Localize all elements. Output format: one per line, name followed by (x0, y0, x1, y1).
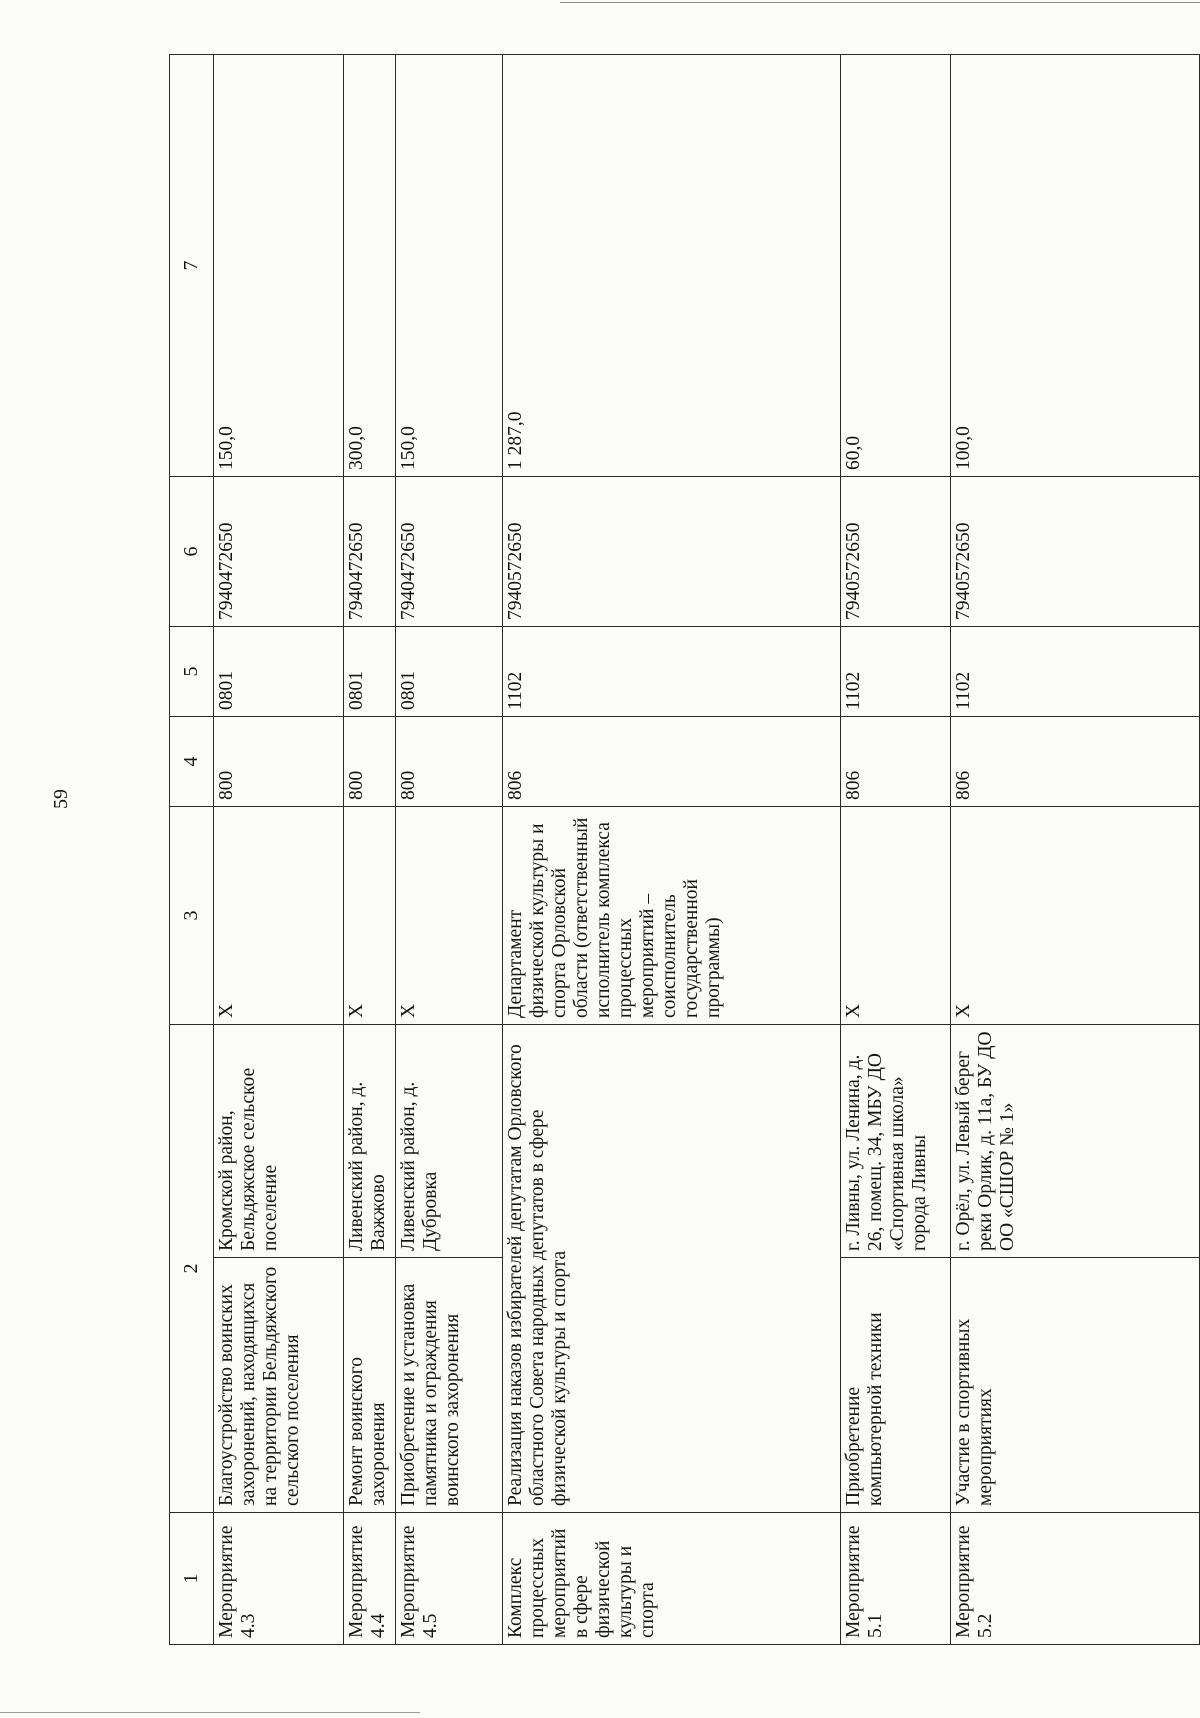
code-cell: 800 (344, 717, 396, 807)
measure-location: г. Орёл, ул. Левый берег реки Орлик, д. 11а, БУ ДО ОО «СШОР № 1» (951, 1025, 1200, 1258)
measure-id: Мероприятие 4.3 (214, 1513, 344, 1645)
amount-cell: 300,0 (344, 55, 396, 477)
executor-cell: X (396, 807, 503, 1025)
header-cell: 5 (170, 627, 214, 717)
header-cell: 4 (170, 717, 214, 807)
executor-cell: X (841, 807, 951, 1025)
header-cell: 6 (170, 477, 214, 627)
complex-title: Комплекс процессных мероприятий в сфере физической культуры и спорта (503, 1513, 841, 1645)
target-code-cell: 7940572650 (503, 477, 841, 627)
header-row (170, 55, 214, 1645)
table-row (951, 55, 1200, 1645)
code-cell: 806 (841, 717, 951, 807)
scan-edge-line (0, 1712, 420, 1713)
table-row (396, 55, 503, 1645)
target-code-cell: 7940572650 (841, 477, 951, 627)
section-code-cell: 1102 (503, 627, 841, 717)
amount-cell: 1 287,0 (503, 55, 841, 477)
measure-description: Участие в спортивных мероприятиях (951, 1258, 1200, 1513)
executor-cell: Департамент физической культуры и спорта Орловской области (ответственный исполнитель комплекса процессных мероприятий – соисполнитель государственной программы) (503, 807, 841, 1025)
amount-cell: 150,0 (214, 55, 344, 477)
measure-id: Мероприятие 5.2 (951, 1513, 1200, 1645)
amount-cell: 150,0 (396, 55, 503, 477)
page-number: 59 (50, 789, 72, 809)
measure-id: Мероприятие 4.5 (396, 1513, 503, 1645)
code-cell: 806 (951, 717, 1200, 807)
section-code-cell: 0801 (396, 627, 503, 717)
executor-cell: X (344, 807, 396, 1025)
target-code-cell: 7940472650 (214, 477, 344, 627)
section-code-cell: 1102 (951, 627, 1200, 717)
executor-cell: X (214, 807, 344, 1025)
measure-description: Приобретение компьютерной техники (841, 1258, 951, 1513)
measure-location: Ливенский район, д. Дубровка (396, 1025, 503, 1258)
measures-table (169, 54, 1200, 1645)
measure-id: Мероприятие 5.1 (841, 1513, 951, 1645)
amount-cell: 60,0 (841, 55, 951, 477)
measure-location: Ливенский район, д. Важжово (344, 1025, 396, 1258)
measure-id: Мероприятие 4.4 (344, 1513, 396, 1645)
executor-cell: X (951, 807, 1200, 1025)
header-cell: 1 (170, 1513, 214, 1645)
measure-description: Благоустройство воинских захоронений, находящихся на территории Бельдяжского сельского поселения (214, 1258, 344, 1513)
target-code-cell: 7940572650 (951, 477, 1200, 627)
complex-description: Реализация наказов избирателей депутатам Орловского областного Совета народных депутатов в сфере физической культуры и спорта (503, 1025, 841, 1513)
measure-description: Приобретение и установка памятника и ограждения воинского захоронения (396, 1258, 503, 1513)
header-cell: 7 (170, 55, 214, 477)
code-cell: 800 (214, 717, 344, 807)
measure-location: Кромской район, Бельдяжское сельское поселение (214, 1025, 344, 1258)
measure-description: Ремонт воинского захоронения (344, 1258, 396, 1513)
measure-location: г. Ливны, ул. Ленина, д. 26, помещ. 34, МБУ ДО «Спортивная школа» города Ливны (841, 1025, 951, 1258)
amount-cell: 100,0 (951, 55, 1200, 477)
header-cell: 2 (170, 1025, 214, 1513)
section-code-cell: 0801 (214, 627, 344, 717)
section-code-cell: 1102 (841, 627, 951, 717)
target-code-cell: 7940472650 (396, 477, 503, 627)
rotated-table-container (169, 55, 1199, 1645)
table-row (503, 55, 841, 1645)
table-row (344, 55, 396, 1645)
header-cell: 3 (170, 807, 214, 1025)
target-code-cell: 7940472650 (344, 477, 396, 627)
code-cell: 806 (503, 717, 841, 807)
table-row (841, 55, 951, 1645)
section-code-cell: 0801 (344, 627, 396, 717)
table-row (214, 55, 344, 1645)
code-cell: 800 (396, 717, 503, 807)
scan-edge-line (560, 2, 1200, 3)
